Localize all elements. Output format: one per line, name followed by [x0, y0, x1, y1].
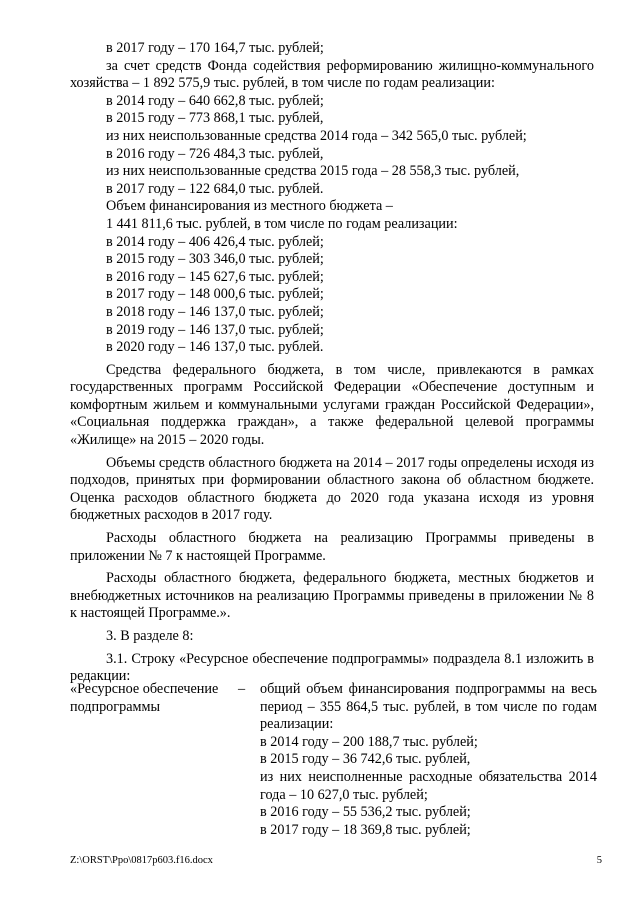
- table-text: общий объем финансирования подпрограммы на весь период – 355 864,5 тыс. рублей, в том числе по годам реализации:: [260, 681, 597, 733]
- text-line: из них неиспользованные средства 2014 года – 342 565,0 тыс. рублей;: [106, 127, 527, 144]
- text-line: в 2014 году – 640 662,8 тыс. рублей;: [106, 92, 324, 109]
- text-line: в 2018 году – 146 137,0 тыс. рублей;: [106, 303, 324, 320]
- paragraph: Объемы средств областного бюджета на 2014 – 2017 годы определены исходя из подходов, принятых при формировании областного закона об областном бюджете. Оценка расходов областного бюджета до 2020 года указана исходя из уровня бюджетных расходов в 2017 году.: [70, 454, 594, 524]
- table-text: в 2015 году – 36 742,6 тыс. рублей,: [260, 751, 471, 768]
- text-line: в 2019 году – 146 137,0 тыс. рублей;: [106, 321, 324, 338]
- table-row-label: «Ресурсное обеспечение подпрограммы: [70, 681, 219, 715]
- text-line: в 2015 году – 773 868,1 тыс. рублей,: [106, 110, 324, 127]
- text-line: 3. В разделе 8:: [106, 628, 194, 644]
- table-row-value: [260, 681, 597, 839]
- text-line: Объем финансирования из местного бюджета –: [106, 198, 393, 215]
- text-line: 1 441 811,6 тыс. рублей, в том числе по годам реализации:: [106, 215, 458, 232]
- document-body: [70, 40, 594, 686]
- table-dash: –: [238, 681, 246, 697]
- table-text: в 2017 году – 18 369,8 тыс. рублей;: [260, 821, 471, 838]
- text-line: в 2017 году – 170 164,7 тыс. рублей;: [106, 40, 324, 56]
- text-line: из них неиспользованные средства 2015 года – 28 558,3 тыс. рублей,: [106, 163, 520, 180]
- paragraph: Расходы областного бюджета на реализацию Программы приведены в приложении № 7 к настоящей Программе.: [70, 530, 594, 564]
- table-text: в 2016 году – 55 536,2 тыс. рублей;: [260, 804, 471, 821]
- page-number: 5: [596, 855, 602, 866]
- paragraph: Расходы областного бюджета, федерального бюджета, местных бюджетов и внебюджетных источников на реализацию Программы приведены в приложении № 8 к настоящей Программе.».: [70, 570, 594, 622]
- text-line: в 2014 году – 406 426,4 тыс. рублей;: [106, 233, 324, 250]
- text-line: в 2015 году – 303 346,0 тыс. рублей;: [106, 251, 324, 268]
- paragraph: 3.1. Строку «Ресурсное обеспечение подпрограммы» подраздела 8.1 изложить в редакции:: [70, 650, 594, 685]
- file-path: Z:\ORST\Ppo\0817p603.f16.docx: [70, 855, 213, 866]
- text-line: в 2017 году – 122 684,0 тыс. рублей.: [106, 180, 324, 197]
- text-line: в 2016 году – 145 627,6 тыс. рублей;: [106, 268, 324, 285]
- paragraph: Средства федерального бюджета, в том числе, привлекаются в рамках государственных программ Российской Федерации «Обеспечение доступным и комфортным жильем и коммунальными услугами граждан Российской Федерации», «Социальная поддержка граждан», а также федеральной целевой программы «Жилище» на 2015 – 2020 годы.: [70, 361, 594, 449]
- paragraph: за счет средств Фонда содействия реформированию жилищно-коммунального хозяйства – 1 892 575,9 тыс. рублей, в том числе по годам реализации:: [70, 57, 594, 92]
- table-text: в 2014 году – 200 188,7 тыс. рублей;: [260, 733, 478, 750]
- text-line: в 2017 году – 148 000,6 тыс. рублей;: [106, 286, 324, 303]
- table-text: из них неисполненные расходные обязательства 2014 года – 10 627,0 тыс. рублей;: [260, 768, 597, 803]
- text-line: в 2016 году – 726 484,3 тыс. рублей,: [106, 145, 324, 162]
- text-line: в 2020 году – 146 137,0 тыс. рублей.: [106, 339, 324, 356]
